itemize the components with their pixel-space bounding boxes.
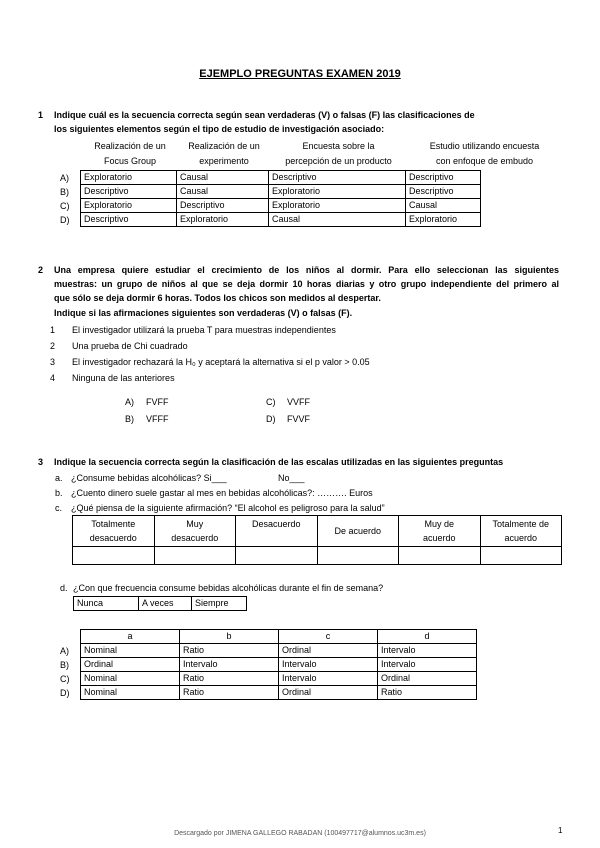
q3-cell: Intervalo [378, 658, 477, 672]
q1-header-2-line1: Realización de un [188, 141, 260, 151]
q3-header-cell: c [279, 630, 378, 644]
likert-option [154, 516, 236, 547]
q1-table [80, 170, 481, 227]
q3-header-cell: d [378, 630, 477, 644]
table-row [73, 547, 562, 565]
table-row [81, 686, 477, 700]
q1-number: 1 [38, 110, 44, 120]
q2-option-d-value: FVVF [287, 414, 311, 424]
q1-cell: Exploratorio [177, 213, 269, 227]
q1-cell: Causal [177, 185, 269, 199]
table-row [81, 658, 477, 672]
q3-header-cell: b [180, 630, 279, 644]
q1-cell: Exploratorio [81, 199, 177, 213]
q3-cell: Ratio [180, 686, 279, 700]
likert-label-line1: Muy [186, 519, 204, 529]
q2-statement-text: El investigador rechazará la H₀ y aceptará la alternativa si el p valor > 0.05 [72, 357, 370, 367]
q3-likert-scale-table [72, 515, 562, 565]
likert-label-line1: Totalmente de [492, 519, 550, 529]
likert-answer-cell[interactable] [154, 547, 236, 565]
table-row [81, 213, 481, 227]
q3-cell: Ordinal [81, 658, 180, 672]
download-footer: Descargado por JIMENA GALLEGO RABADAN (100497717@alumnos.uc3m.es) [174, 830, 426, 837]
q3-text: Indique la secuencia correcta según la clasificación de las escalas utilizadas en las siguientes preguntas [54, 457, 504, 467]
q3-frequency-table [73, 596, 247, 611]
page-number: 1 [558, 826, 563, 835]
q1-header-2-line2: experimento [199, 156, 249, 166]
likert-option [236, 516, 318, 547]
q3-a-label: a. [55, 473, 63, 483]
q1-text-line1: Indique cuál es la secuencia correcta según sean verdaderas (V) o falsas (F) las clasificaciones de [54, 110, 475, 120]
q2-statement-number: 3 [50, 357, 56, 367]
q3-label-b: B) [60, 660, 69, 670]
q3-c-label: c. [55, 503, 63, 513]
q1-header-3-line1: Encuesta sobre la [302, 141, 375, 151]
q3-cell: Nominal [81, 644, 180, 658]
q2-text-line4: Indique si las afirmaciones siguientes son verdaderas (V) o falsas (F). [54, 308, 353, 318]
q1-header-4 [407, 139, 562, 169]
q1-header-4-line2: con enfoque de embudo [435, 156, 534, 166]
q2-statement-number: 1 [50, 325, 56, 335]
q2-statement-text: Una prueba de Chi cuadrado [72, 341, 188, 351]
q3-label-a: A) [60, 646, 69, 656]
q1-header-3 [270, 139, 407, 169]
q1-cell: Causal [269, 213, 406, 227]
q1-cell: Exploratorio [269, 199, 406, 213]
q2-statement-number: 4 [50, 373, 56, 383]
q1-header-3-line2: percepción de un producto [285, 156, 392, 166]
q3-cell: Intervalo [180, 658, 279, 672]
q1-cell: Exploratorio [269, 185, 406, 199]
q1-row-labels [60, 171, 80, 227]
likert-option [73, 516, 155, 547]
q1-label-b: B) [60, 187, 69, 197]
q1-cell: Descriptivo [81, 185, 177, 199]
q3-label-c: C) [60, 674, 70, 684]
q1-label-c: C) [60, 201, 70, 211]
q1-cell: Causal [177, 171, 269, 185]
q2-number: 2 [38, 265, 44, 275]
q3-cell: Ordinal [378, 672, 477, 686]
likert-label-line2: acuerdo [504, 533, 538, 543]
q1-cell: Descriptivo [406, 185, 481, 199]
q3-cell: Intervalo [279, 672, 378, 686]
q1-cell: Exploratorio [406, 213, 481, 227]
likert-option [317, 516, 399, 547]
q1-cell: Descriptivo [269, 171, 406, 185]
likert-answer-cell[interactable] [236, 547, 318, 565]
likert-label-line1: Muy de [424, 519, 454, 529]
q3-cell: Ratio [180, 672, 279, 686]
q2-option-a-value: FVFF [146, 397, 169, 407]
q2-statement-text: Ninguna de las anteriores [72, 373, 175, 383]
q1-header-1 [82, 139, 178, 169]
q2-option-c-value: VVFF [287, 397, 311, 407]
q3-cell: Intervalo [279, 658, 378, 672]
table-row [81, 630, 477, 644]
q3-cell: Nominal [81, 686, 180, 700]
q2-option-a-label: A) [125, 397, 134, 407]
table-row [81, 199, 481, 213]
likert-answer-cell[interactable] [73, 547, 155, 565]
q2-option-b-value: VFFF [146, 414, 169, 424]
q1-header-2 [178, 139, 270, 169]
q2-option-b-label: B) [125, 414, 134, 424]
likert-answer-cell[interactable] [317, 547, 399, 565]
q3-label-d: D) [60, 688, 70, 698]
likert-label-line1: De acuerdo [334, 526, 382, 536]
q1-header-1-line2: Focus Group [103, 156, 157, 166]
likert-option [480, 516, 562, 547]
q3-c-text: ¿Qué piensa de la siguiente afirmación? “El alcohol es peligroso para la salud” [71, 503, 385, 513]
q3-header-cell: a [81, 630, 180, 644]
likert-label-line2: acuerdo [422, 533, 456, 543]
q3-answer-table [80, 629, 477, 700]
q1-header-1-line1: Realización de un [94, 141, 166, 151]
q3-a-text: ¿Consume bebidas alcohólicas? Si___ [71, 473, 227, 483]
likert-answer-cell[interactable] [480, 547, 562, 565]
table-row [81, 171, 481, 185]
likert-label-line2: desacuerdo [171, 533, 219, 543]
table-row [74, 597, 247, 611]
q1-cell: Descriptivo [81, 213, 177, 227]
q3-d-text: ¿Con que frecuencia consume bebidas alcohólicas durante el fin de semana? [73, 583, 384, 593]
q2-option-c-label: C) [266, 397, 276, 407]
likert-label-line1: Totalmente [91, 519, 136, 529]
q1-text-line2: los siguientes elementos según el tipo de estudio de investigación asociado: [54, 124, 385, 134]
q3-cell: Ratio [378, 686, 477, 700]
table-row [81, 672, 477, 686]
frequency-option: Nunca [74, 597, 139, 611]
q1-label-d: D) [60, 215, 70, 225]
likert-label-line2: desacuerdo [89, 533, 137, 543]
q2-statement-number: 2 [50, 341, 56, 351]
table-row [81, 185, 481, 199]
q3-cell: Ratio [180, 644, 279, 658]
q3-number: 3 [38, 457, 44, 467]
q1-cell: Causal [406, 199, 481, 213]
q3-cell: Ordinal [279, 644, 378, 658]
q3-cell: Intervalo [378, 644, 477, 658]
q1-header-4-line1: Estudio utilizando encuesta [429, 141, 540, 151]
frequency-option: A veces [139, 597, 192, 611]
q1-cell: Descriptivo [406, 171, 481, 185]
q2-text-line1: Una empresa quiere estudiar el crecimiento de los niños al dormir. Para ello seleccionan las siguientes [54, 265, 559, 275]
q2-statement-text: El investigador utilizará la prueba T para muestras independientes [72, 325, 336, 335]
q3-b-text: ¿Cuento dinero suele gastar al mes en bebidas alcohólicas?: ………. Euros [71, 488, 373, 498]
q3-cell: Ordinal [279, 686, 378, 700]
likert-answer-cell[interactable] [399, 547, 481, 565]
q2-text-line3: que sólo se deja dormir 6 horas. Todos los chicos son medidos al despertar. [54, 293, 381, 303]
frequency-option: Siempre [192, 597, 247, 611]
table-row [81, 644, 477, 658]
table-row [73, 516, 562, 547]
q1-cell: Exploratorio [81, 171, 177, 185]
q2-option-d-label: D) [266, 414, 276, 424]
q3-row-labels [60, 644, 80, 700]
q3-a-text-no: No___ [278, 473, 305, 483]
q3-b-label: b. [55, 488, 63, 498]
q1-label-a: A) [60, 173, 69, 183]
q1-cell: Descriptivo [177, 199, 269, 213]
q2-text-line2: muestras: un grupo de niños al que se deja dormir 10 horas diarias y otro grupo independiente del primero al [54, 279, 559, 289]
q3-cell: Nominal [81, 672, 180, 686]
page-title: EJEMPLO PREGUNTAS EXAMEN 2019 [199, 68, 401, 80]
likert-option [399, 516, 481, 547]
q3-d-label: d. [60, 583, 68, 593]
likert-label-line1: Desacuerdo [251, 519, 301, 529]
